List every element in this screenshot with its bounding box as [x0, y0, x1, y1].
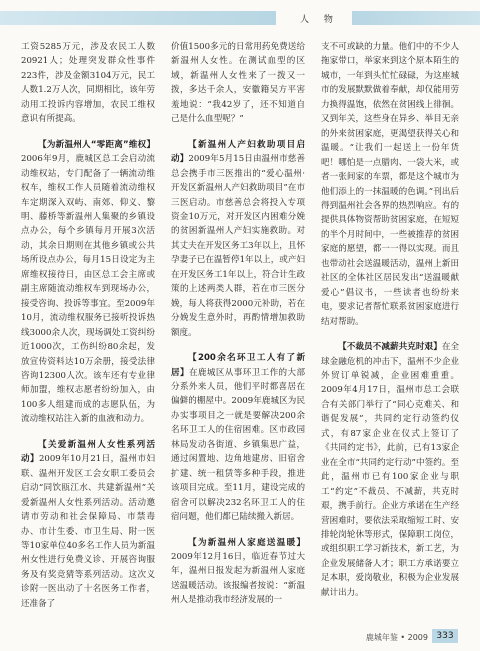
- section-body: 2009年12月16日，临近春节过大年，温州日报发起为新温州人家庭送温暖活动。该报编者按说：“新温州人是推动我市经济发展的一: [171, 551, 305, 606]
- column-3: [321, 40, 459, 618]
- section-title: 新温州人产妇救助项目启动: [171, 139, 305, 165]
- section-body: 在鹿城区从事环卫工作的大部分系外来人员，他们平时都喜居在偏僻的棚屋中。2009年鹿城区为民办实事项目之一就是要解决200余名环卫工人的住宿困难。区市政园林局发动各街道、乡镇集思广益，通过闲置地、边角地建房、旧宿舍扩建、统一租赁等多种手段，推进该项目完成。至11月，建设完成的宿舍可以解决232名环卫工人的住宿问题，他们都已陆续搬入新居。: [171, 367, 305, 523]
- section-title: 为新温州人家庭送温暖: [197, 537, 297, 548]
- paragraph: 工资5285万元，涉及农民工人数20921人；处理突发群众性事件223件，涉及金额3104万元，民工人数1.2万人次，同期相比，该年劳动用工投诉内容增加，农民工维权意识有所提高。: [21, 42, 155, 125]
- section-title: 200余名环卫工人有了新居: [171, 353, 305, 378]
- section-family-warmth: 【为新温州人家庭送温暖】2009年12月16日，临近春节过大年，温州日报发起为新温州人家庭送温暖活动。该报编者按说：“新温州人是推动我市经济发展的一: [171, 537, 305, 606]
- section-women-care: 【关爱新温州人女性系列活动】2009年10月21日，温州市妇联、温州开发区工会女职工委员会启动“同饮瓯江水、共建新温州”关爱新温州人女性系列活动。活动邀请市劳动和社会保障局、市禁毒办、市计生委、市卫生局、附一医等10家单位40多名工作人员为新温州女性进行免费义诊、开展咨询服务及有奖竞猜等系列活动。这次义诊附一医出动了十名医务工作者，还准备了: [21, 439, 155, 609]
- section-title: 关爱新温州人女性系列活动: [21, 439, 155, 465]
- header-color-band-right: [352, 11, 480, 25]
- page-footer: [0, 628, 480, 648]
- section-body: 2009年10月21日，温州市妇联、温州开发区工会女职工委员会启动“同饮瓯江水、共建新温州”关爱新温州人女性系列活动。活动邀请市劳动和社会保障局、市禁毒办、市计生委、市卫生局、附一医等10家单位40多名工作人员为新温州女性进行免费义诊、开展咨询服务及有奖竞猜等系列活动。这次义诊附一医出动了十名医务工作者，还准备了: [21, 454, 155, 609]
- journal-name: 鹿城年鉴 • 2009: [365, 633, 428, 642]
- column-1: [21, 40, 155, 618]
- section-title: 为新温州人“零距离”维权: [46, 139, 147, 150]
- page-number: 333: [432, 629, 458, 643]
- section-vendor-rights: 【为新温州人“零距离”维权】2006年9月，鹿城区总工会启动流动维权站，专门配备了一辆流动维权车，维权工作人员随着流动维权车定期深入双屿、南郊、仰义、黎明、藤桥等新温州人集聚的乡镇设点办公，每个乡镇每月开展3次活动，其余日期则在其他乡镇或公共场所设点办公，每月15日设定为主席维权接待日，由区总工会主席或副主席随流动维权车到现场办公，接受咨询、投诉等事宜。至2009年10月，流动维权服务已接听投诉热线3000余人次，现场调处工资纠纷近1000次，工伤纠纷80余起，发放宣传资料达10万余册，接受法律咨询12300人次。该车还有专业律师加盟，维权志愿者纷纷加入，由100多人组建而成的志愿队伍，为流动维权站注入新的血液和动力。: [21, 139, 155, 425]
- header-color-band-left: [0, 11, 276, 25]
- section-no-layoffs: 【不裁员不减薪共克时艰】在全球金融危机的冲击下，温州不少企业外贸订单锐减，企业困难重重。2009年4月17日，温州市总工会联合有关部门举行了“同心克难关、和谐促发展”，共同约定行动签约仪式，有87家企业在仪式上签订了《共同约定书》，此前，已有13家企业在全市“共同约定行动”中签约。至此，温州市已有100家企业与职工“约定”不裁员、不减薪，共克时艰，携手前行。企业方承诺在生产经营困难时，要依法采取缩短工时、安排轮岗轮休等形式，保障职工岗位，或组织职工学习新技术，新工艺，为企业发展储备人才；职工方承诺要立足本职，爱岗敬业，积极为企业发展献计出力。: [321, 342, 459, 598]
- page-header: [0, 0, 480, 30]
- column-2: [171, 40, 305, 618]
- section-body: 2009年5月15日由温州市慈善总会携手市三医推出的“爱心温州·开发区新温州人产妇救助项目”在市三医启动。市慈善总会将投入专项资金10万元，对开发区内困难分娩的贫困新温州人产妇实施救助。对其丈夫在开发区务工3年以上，且怀孕妻子已在温暂停1年以上，或产妇在开发区务工1年以上，符合计生政策的上述两类人群，若在市三医分娩，每人将获得2000元补助，若在分娩发生意外时，再酌情增加救助额度。: [171, 154, 305, 338]
- section-body: 在全球金融危机的冲击下，温州不少企业外贸订单锐减，企业困难重重。2009年4月17日，温州市总工会联合有关部门举行了“同心克难关、和谐促发展”，共同约定行动签约仪式，有87家企业在仪式上签订了《共同约定书》，此前，已有13家企业在全市“共同约定行动”中签约。至此，温州市已有100家企业与职工“约定”不裁员、不减薪，共克时艰，携手前行。企业方承诺在生产经营困难时，要依法采取缩短工时、安排轮岗轮休等形式，保障职工岗位，或组织职工学习新技术，新工艺，为企业发展储备人才；职工方承诺要立足本职，爱岗敬业，积极为企业发展献计出力。: [321, 342, 459, 598]
- section-body: 2006年9月，鹿城区总工会启动流动维权站，专门配备了一辆流动维权车，维权工作人员随着流动维权车定期深入双屿、南郊、仰义、黎明、藤桥等新温州人集聚的乡镇设点办公，每个乡镇每月开展3次活动，其余日期则在其他乡镇或公共场所设点办公，每月15日设定为主席维权接待日，由区总工会主席或副主席随流动维权车到现场办公，接受咨询、投诉等事宜。至2009年10月，流动维权服务已接听投诉热线3000余人次，现场调处工资纠纷近1000次，工伤纠纷80余起，发放宣传资料达10万余册，接受法律咨询12300人次。该车还有专业律师加盟，维权志愿者纷纷加入，由100多人组建而成的志愿队伍，为流动维权站注入新的血液和动力。: [21, 154, 155, 425]
- paragraph: 价值1500多元的日常用药免费送给新温州人女性。在测试血型的区域，新温州人女性来了一拨又一拨，多达千余人，安徽籍吴方平害羞地说：“我42岁了，还不知道自己是什么血型呢？”: [171, 42, 305, 125]
- section-sanitation-housing: 【200余名环卫工人有了新居】在鹿城区从事环卫工作的大部分系外来人员，他们平时都喜居在偏僻的棚屋中。2009年鹿城区为民办实事项目之一就是要解决200余名环卫工人的住宿困难。区市政园林局发动各街道、乡镇集思广益，通过闲置地、边角地建房、旧宿舍扩建、统一租赁等多种手段，推进该项目完成。至11月，建设完成的宿舍可以解决232名环卫工人的住宿问题，他们都已陆续搬入新居。: [171, 353, 305, 523]
- paragraph: 支不可或缺的力量。他们中的不少人拖家带口，举家来到这个原本陌生的城市，一年到头忙忙碌碌，为这座城市的发展默默做着奉献，却仅能用劳力换得温饱，依然在贫困线上徘徊。又到年关，这些身在异乡、举目无亲的外来贫困家庭，更渴望获得关心和温暖。“让我们一起送上一份年货吧！哪怕是一点腊肉、一袋大米，或者一张间家的车票，都是这个城市为他们添上的一抹温暖的色调。”刊出后得到温州社会各界的热烈响应。有的提供具体物资帮助贫困家庭，在短短的半个月时间中，一些被推荐的贫困家庭的愿望，都一一得以实现。而且也带动社会送温暖活动，温州上新田社区的全体社区居民发出“送温暖献爱心”倡议书，一些读者也纷纷来电，要求记者帮忙联系贫困家庭进行结对帮助。: [321, 42, 459, 327]
- section-label: 人 物: [300, 15, 339, 25]
- section-title: 不裁员不减薪共克时艰: [346, 342, 434, 353]
- section-maternal-aid: 【新温州人产妇救助项目启动】2009年5月15日由温州市慈善总会携手市三医推出的“爱心温州·开发区新温州人产妇救助项目”在市三医启动。市慈善总会将投入专项资金10万元，对开发区内困难分娩的贫困新温州人产妇实施救助。对其丈夫在开发区务工3年以上，且怀孕妻子已在温暂停1年以上，或产妇在开发区务工1年以上，符合计生政策的上述两类人群，若在市三医分娩，每人将获得2000元补助，若在分娩发生意外时，再酌情增加救助额度。: [171, 139, 305, 338]
